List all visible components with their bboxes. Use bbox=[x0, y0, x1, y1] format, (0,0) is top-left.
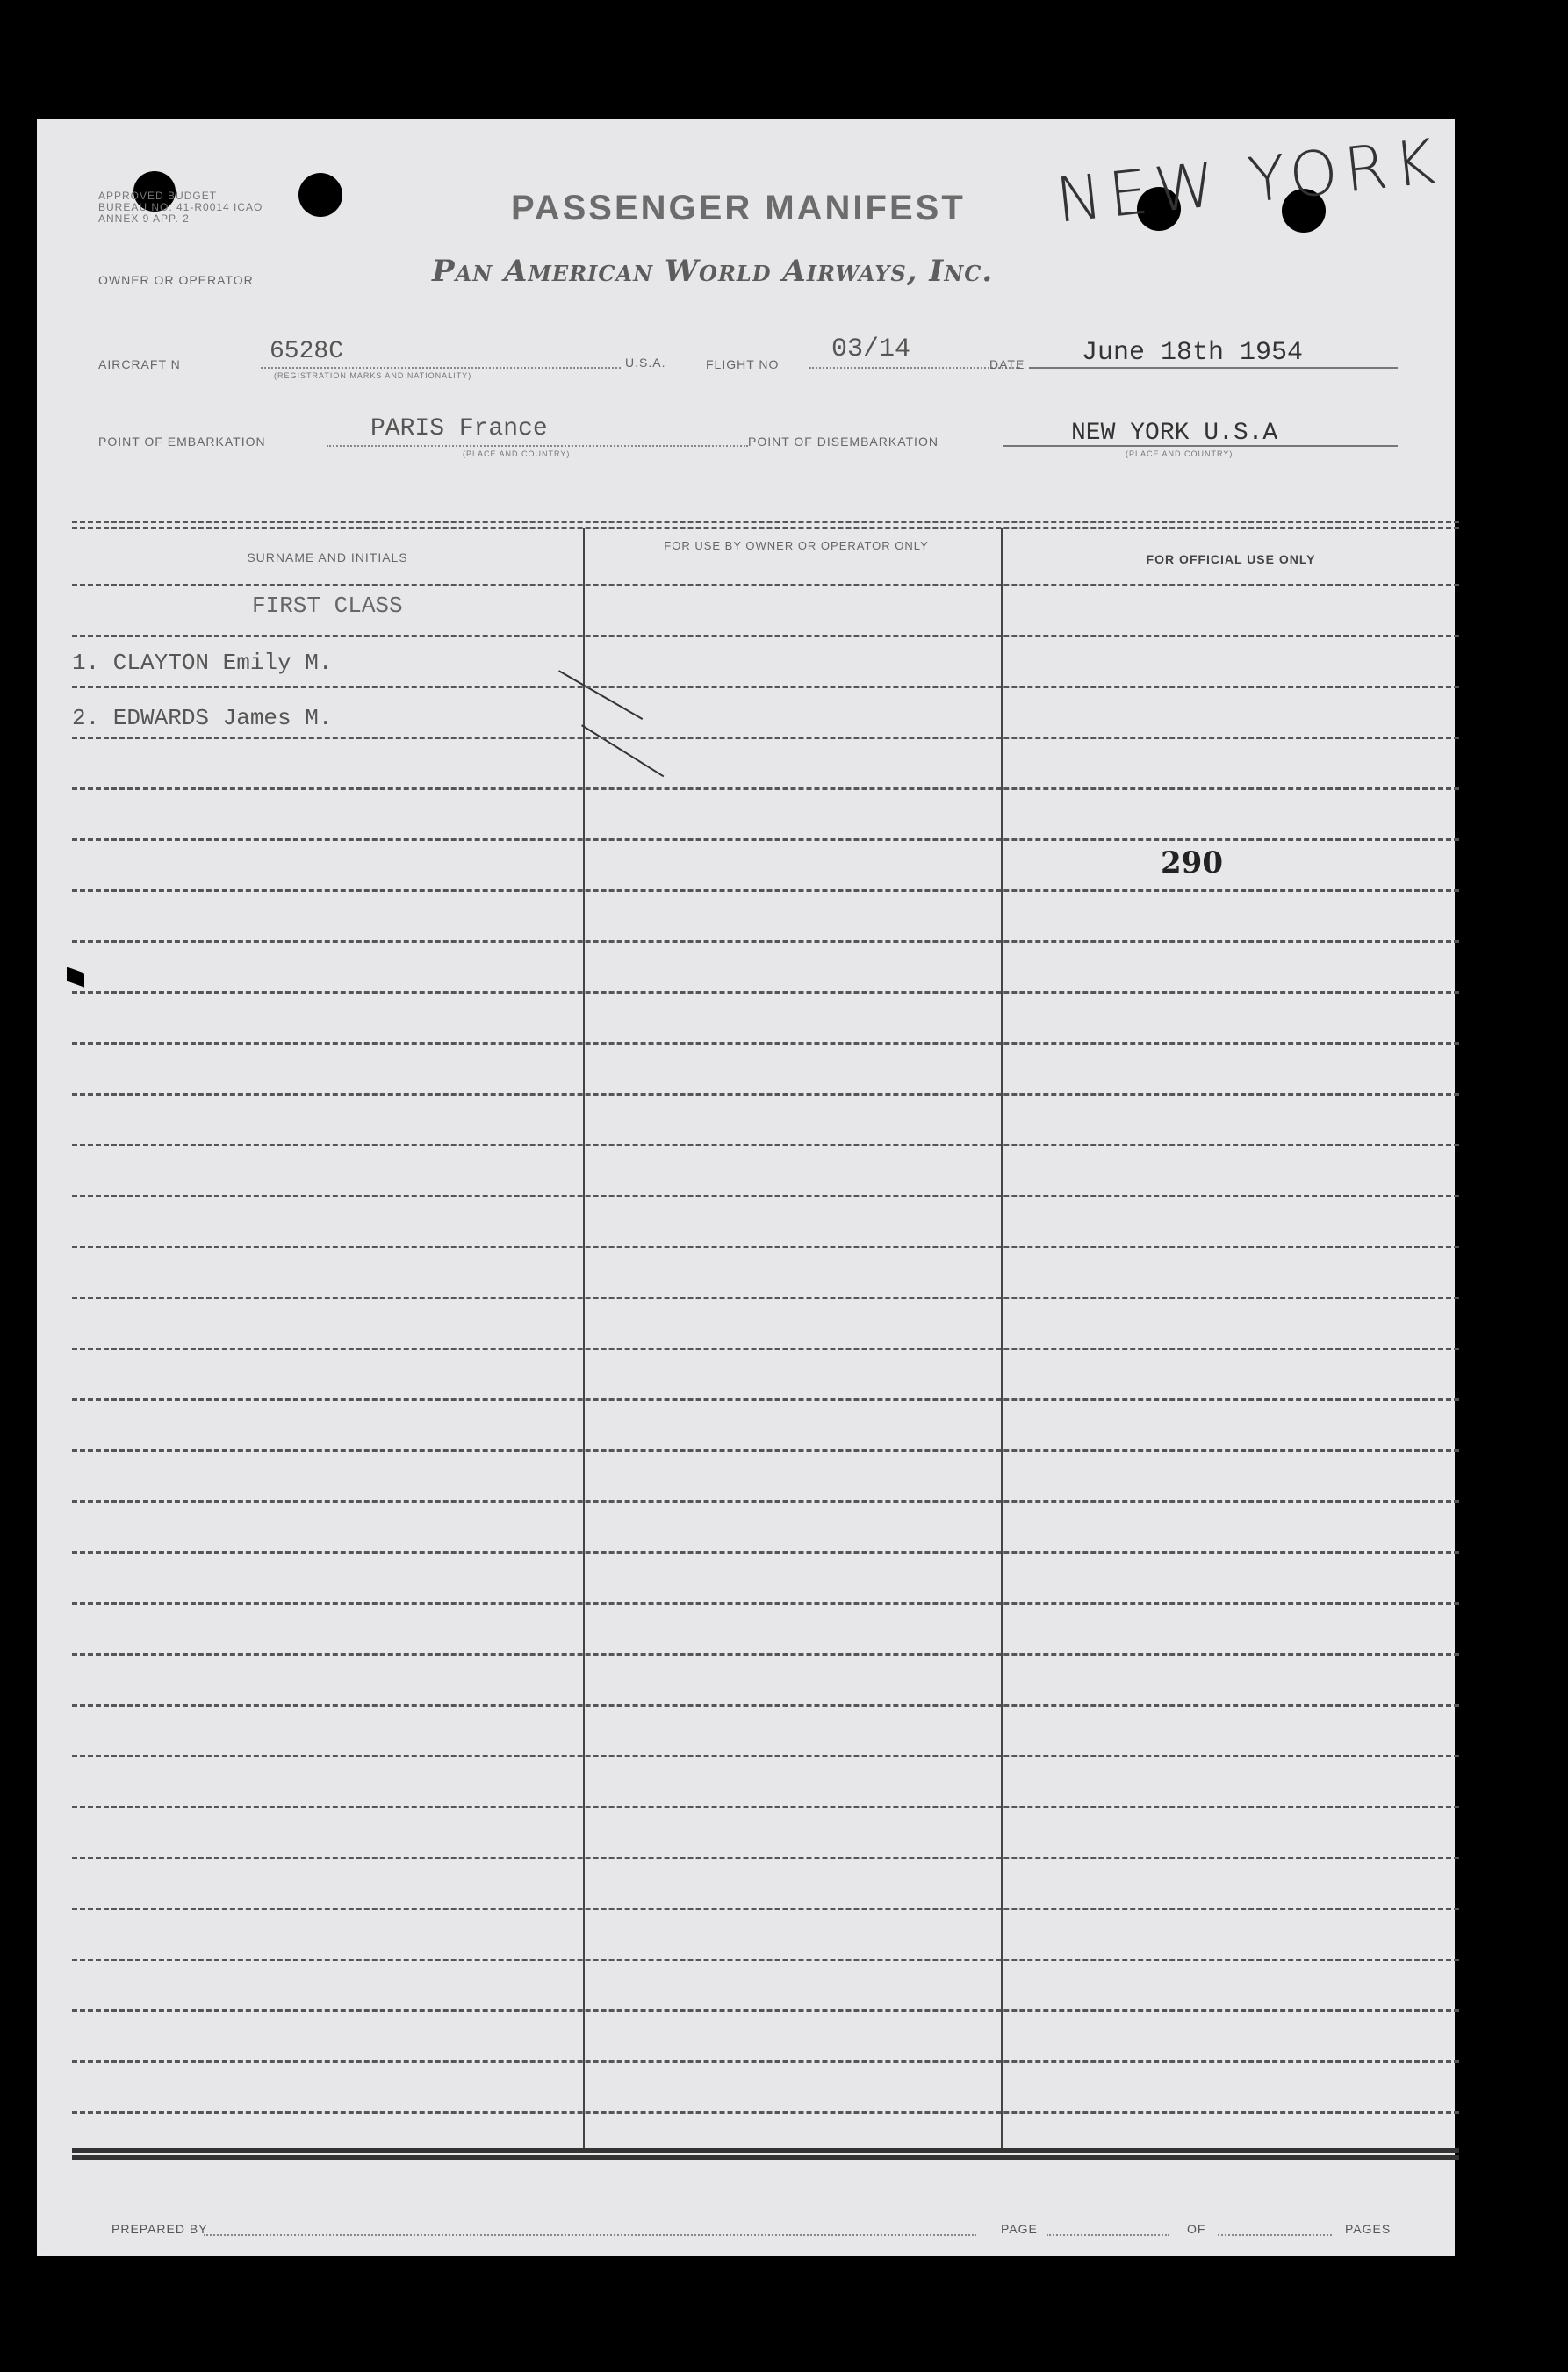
row-rule bbox=[72, 1602, 1459, 1605]
date-underline bbox=[1029, 367, 1398, 369]
row-rule bbox=[72, 889, 1459, 892]
row-rule bbox=[72, 635, 1459, 637]
column-header-official: FOR OFFICIAL USE ONLY bbox=[1146, 552, 1316, 566]
flight-underline bbox=[809, 367, 1020, 369]
aircraft-label: AIRCRAFT N bbox=[98, 357, 181, 371]
page-line bbox=[1047, 2234, 1169, 2236]
disembarkation-underline bbox=[1003, 445, 1398, 447]
disembarkation-label: POINT OF DISEMBARKATION bbox=[748, 435, 939, 449]
row-rule bbox=[72, 1195, 1459, 1197]
prepared-by-label: PREPARED BY bbox=[111, 2222, 208, 2236]
embarkation-sub-label: (PLACE AND COUNTRY) bbox=[463, 449, 571, 458]
row-rule bbox=[72, 838, 1459, 841]
aircraft-underline bbox=[261, 367, 621, 369]
of-label: OF bbox=[1187, 2222, 1206, 2236]
airline-name: Pan American World Airways, Inc. bbox=[432, 254, 994, 289]
row-rule bbox=[72, 1093, 1459, 1096]
row-rule bbox=[72, 1806, 1459, 1808]
passenger-row-1: 1. CLAYTON Emily M. bbox=[72, 650, 333, 676]
row-rule bbox=[72, 1959, 1459, 1961]
of-line bbox=[1218, 2234, 1332, 2236]
row-rule bbox=[72, 2111, 1459, 2114]
manifest-page bbox=[37, 119, 1455, 2256]
row-rule bbox=[72, 1144, 1459, 1146]
row-rule bbox=[72, 1908, 1459, 1910]
row-rule bbox=[72, 1348, 1459, 1350]
paper-notch bbox=[67, 967, 84, 987]
row-rule bbox=[72, 940, 1459, 943]
check-mark bbox=[558, 670, 643, 720]
pages-label: PAGES bbox=[1345, 2222, 1392, 2236]
table-bottom-rule bbox=[72, 2148, 1459, 2153]
row-rule bbox=[72, 1398, 1459, 1401]
nationality-label: U.S.A. bbox=[625, 356, 666, 370]
approval-note: APPROVED BUDGET BUREAU NO. 41-R0014 ICAO ANNEX 9 APP. 2 bbox=[98, 190, 263, 225]
row-rule bbox=[72, 686, 1459, 688]
row-rule bbox=[72, 1297, 1459, 1299]
flight-label: FLIGHT NO bbox=[706, 357, 780, 371]
aircraft-value: 6528C bbox=[270, 338, 344, 365]
embarkation-label: POINT OF EMBARKATION bbox=[98, 435, 266, 449]
embarkation-underline bbox=[327, 445, 748, 447]
table-top-rule bbox=[72, 527, 1459, 529]
row-rule bbox=[72, 1551, 1459, 1554]
row-rule bbox=[72, 991, 1459, 994]
check-mark bbox=[581, 724, 664, 777]
prepared-by-line bbox=[204, 2234, 976, 2236]
official-number: 290 bbox=[1161, 845, 1223, 881]
table-bottom-rule bbox=[72, 2155, 1459, 2160]
row-rule bbox=[72, 584, 1459, 586]
handwritten-note: NEW YORK bbox=[1052, 125, 1445, 237]
date-value: June 18th 1954 bbox=[1082, 338, 1304, 368]
row-rule bbox=[72, 1449, 1459, 1452]
row-rule bbox=[72, 787, 1459, 790]
aircraft-sub-label: (REGISTRATION MARKS AND NATIONALITY) bbox=[274, 371, 472, 380]
page-title: PASSENGER MANIFEST bbox=[511, 189, 966, 227]
column-header-surname: SURNAME AND INITIALS bbox=[247, 550, 408, 564]
row-rule bbox=[72, 1857, 1459, 1859]
column-header-operator: FOR USE BY OWNER OR OPERATOR ONLY bbox=[664, 539, 929, 552]
row-rule bbox=[72, 1755, 1459, 1757]
row-rule bbox=[72, 737, 1459, 739]
section-label: FIRST CLASS bbox=[252, 593, 403, 619]
page-label: PAGE bbox=[1001, 2222, 1038, 2236]
disembarkation-sub-label: (PLACE AND COUNTRY) bbox=[1126, 449, 1234, 458]
row-rule bbox=[72, 1042, 1459, 1045]
flight-value: 03/14 bbox=[831, 334, 911, 364]
row-rule bbox=[72, 2060, 1459, 2063]
date-label: DATE bbox=[989, 357, 1025, 371]
disembarkation-value: NEW YORK U.S.A bbox=[1071, 420, 1278, 447]
owner-label: OWNER OR OPERATOR bbox=[98, 273, 254, 287]
table-top-rule bbox=[72, 521, 1459, 523]
row-rule bbox=[72, 1704, 1459, 1707]
row-rule bbox=[72, 1500, 1459, 1503]
passenger-row-2: 2. EDWARDS James M. bbox=[72, 705, 333, 731]
row-rule bbox=[72, 1246, 1459, 1248]
row-rule bbox=[72, 2009, 1459, 2012]
row-rule bbox=[72, 1653, 1459, 1656]
embarkation-value: PARIS France bbox=[370, 415, 548, 442]
punch-hole bbox=[298, 173, 342, 217]
